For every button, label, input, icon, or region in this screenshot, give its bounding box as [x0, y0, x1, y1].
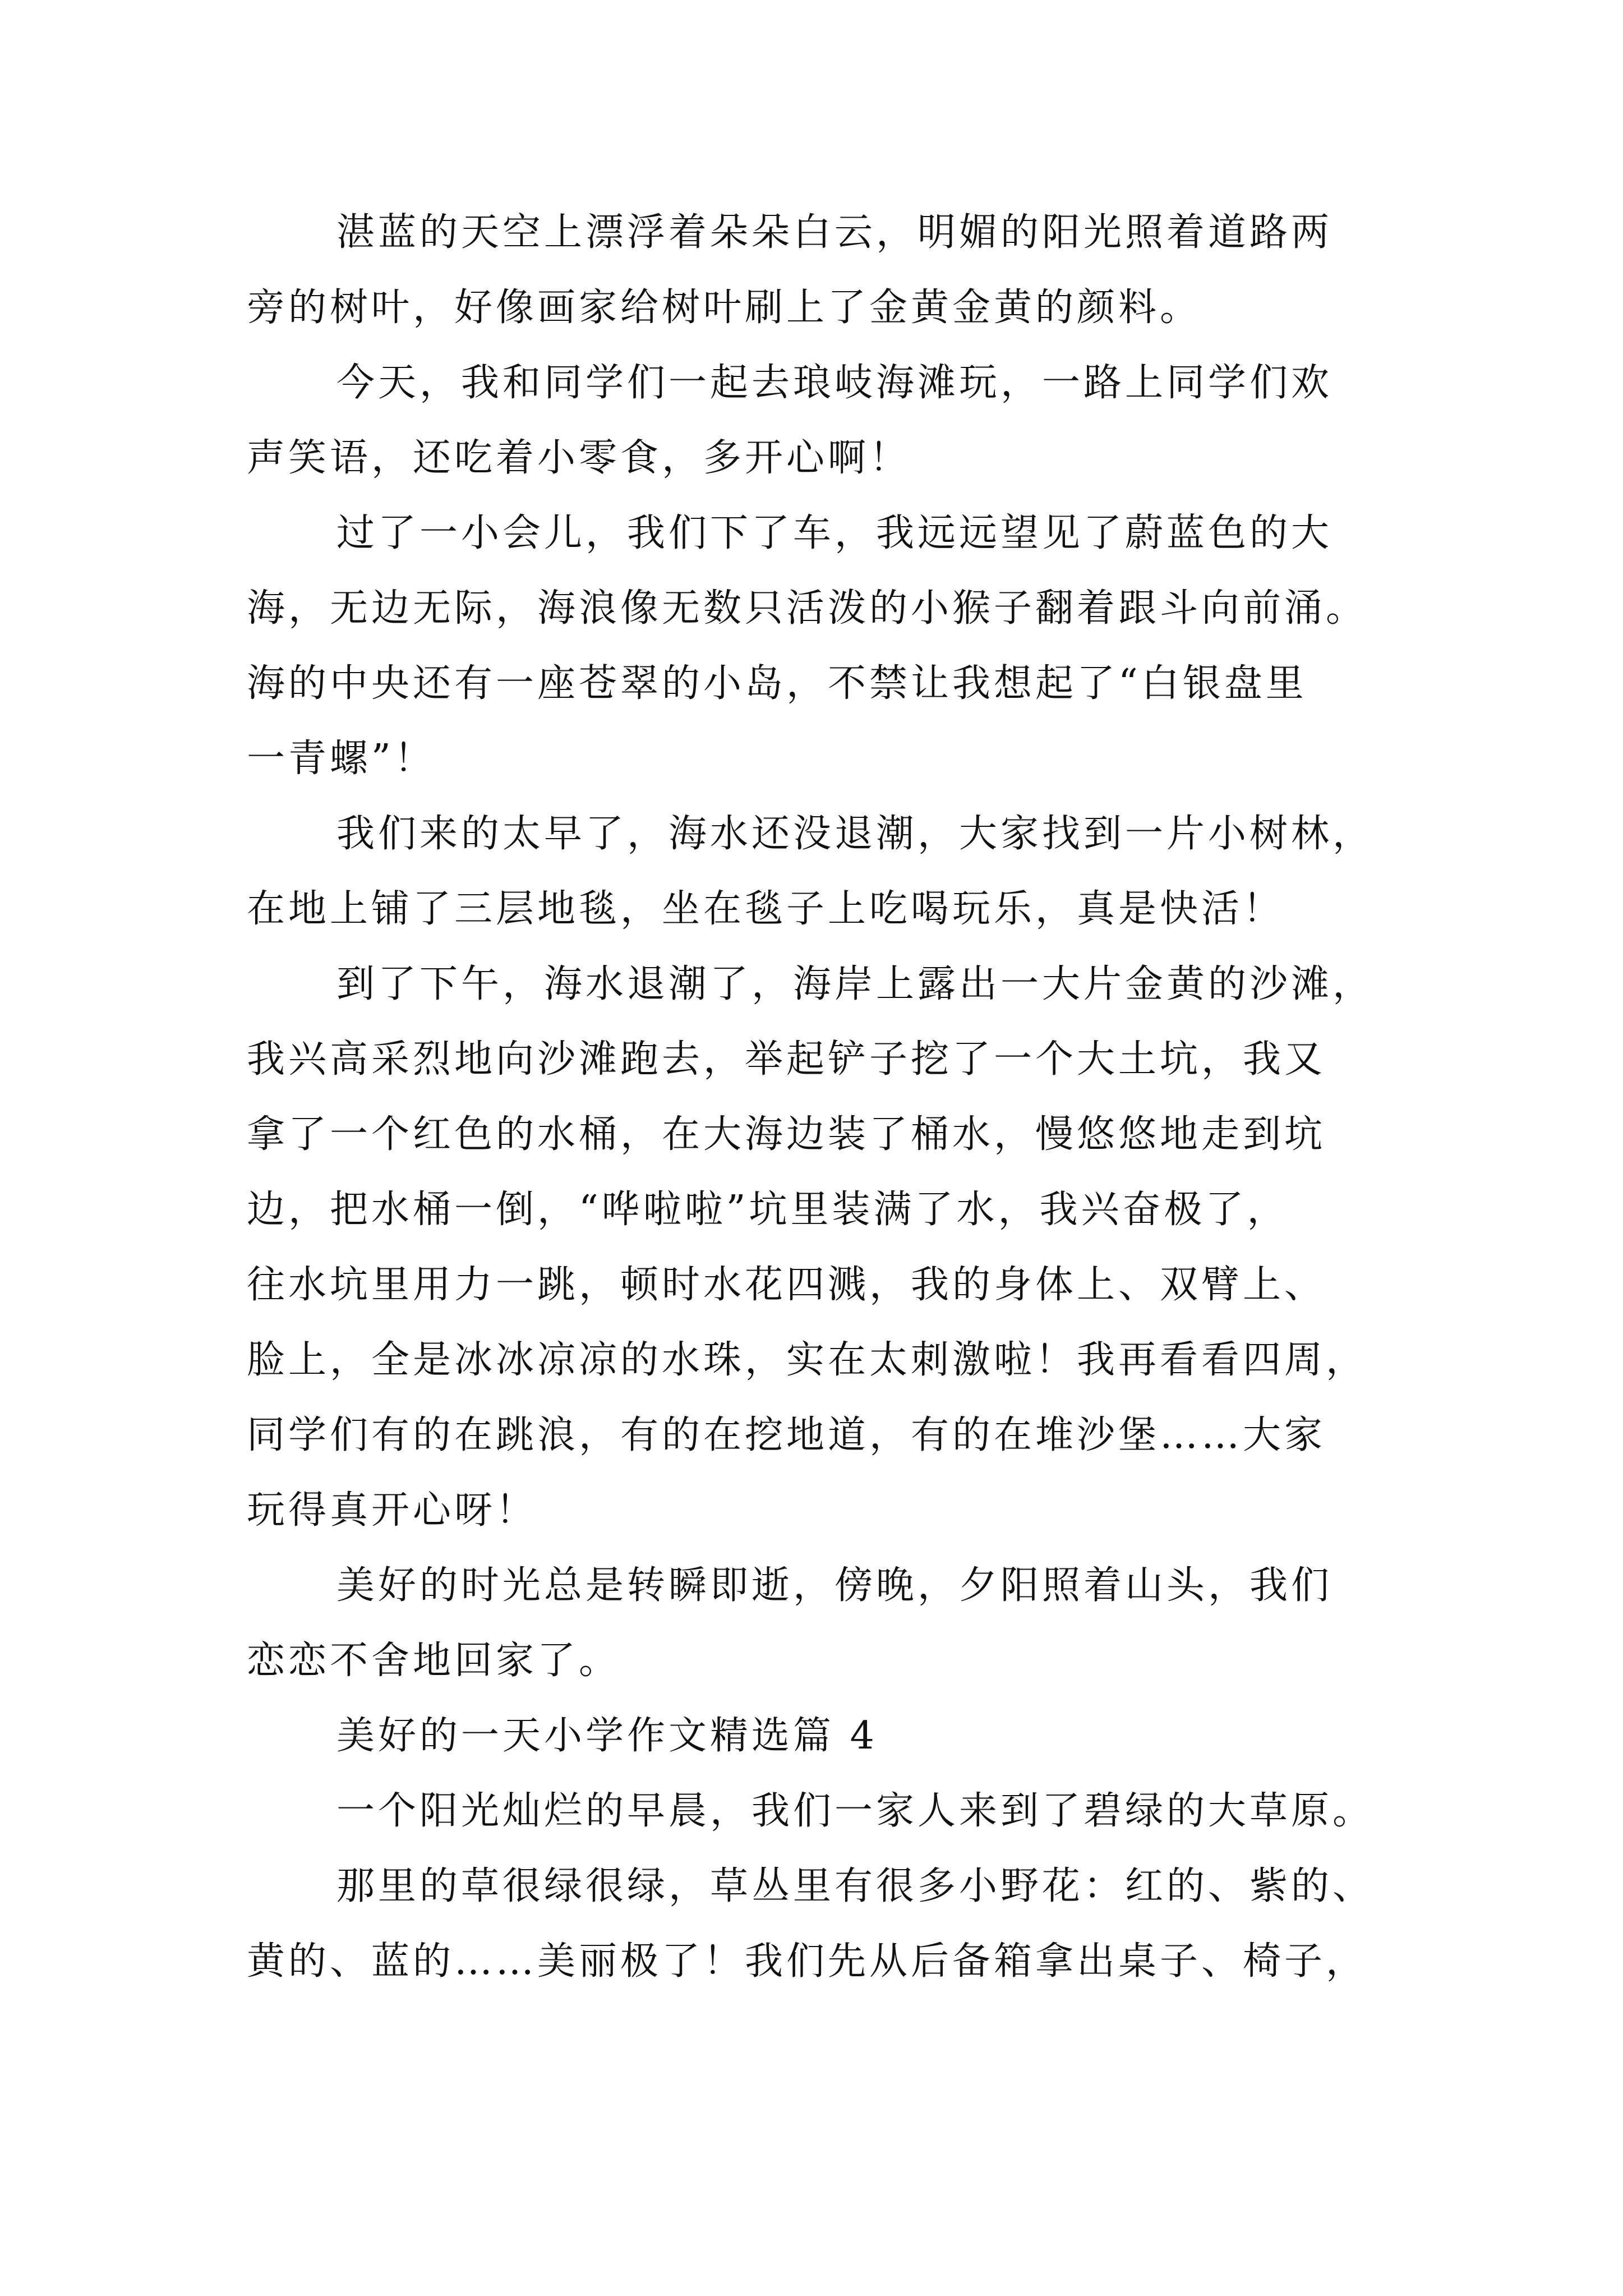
text-line: 同学们有的在跳浪，有的在挖地道，有的在堆沙堡……大家	[247, 1413, 1326, 1457]
text-line: 我兴高采烈地向沙滩跑去，举起铲子挖了一个大土坑，我又	[247, 1037, 1326, 1082]
text-line: 海，无边无际，海浪像无数只活泼的小猴子翻着跟斗向前涌。	[247, 586, 1368, 631]
text-line: 今天，我和同学们一起去琅岐海滩玩，一路上同学们欢	[336, 361, 1333, 405]
section-heading: 美好的一天小学作文精选篇 4	[336, 1714, 878, 1758]
text-line: 黄的、蓝的……美丽极了！我们先从后备箱拿出桌子、椅子，	[247, 1939, 1368, 1984]
text-line: 边，把水桶一倒，“哗啦啦”坑里装满了水，我兴奋极了，	[247, 1188, 1289, 1232]
text-line: 玩得真开心呀！	[247, 1488, 538, 1533]
text-line: 海的中央还有一座苍翠的小岛，不禁让我想起了“白银盘里	[247, 661, 1307, 706]
text-line: 湛蓝的天空上漂浮着朵朵白云，明媚的阳光照着道路两	[336, 210, 1333, 255]
text-line: 我们来的太早了，海水还没退潮，大家找到一片小树林，	[336, 812, 1375, 856]
text-line: 恋恋不舍地回家了。	[247, 1639, 621, 1683]
text-line: 在地上铺了三层地毯，坐在毯子上吃喝玩乐，真是快活！	[247, 887, 1285, 931]
text-line: 脸上，全是冰冰凉凉的水珠，实在太刺激啦！我再看看四周，	[247, 1338, 1368, 1382]
text-line: 那里的草很绿很绿，草丛里有很多小野花：红的、紫的、	[336, 1864, 1375, 1908]
text-line: 拿了一个红色的水桶，在大海边装了桶水，慢悠悠地走到坑	[247, 1112, 1326, 1157]
text-line: 往水坑里用力一跳，顿时水花四溅，我的身体上、双臂上、	[247, 1263, 1326, 1307]
text-line: 过了一小会儿，我们下了车，我远远望见了蔚蓝色的大	[336, 511, 1333, 555]
text-line: 一个阳光灿烂的早晨，我们一家人来到了碧绿的大草原。	[336, 1789, 1375, 1833]
text-line: 旁的树叶，好像画家给树叶刷上了金黄金黄的颜料。	[247, 286, 1202, 330]
text-line: 一青螺”！	[247, 737, 436, 781]
text-line: 美好的时光总是转瞬即逝，傍晚，夕阳照着山头，我们	[336, 1563, 1333, 1608]
text-line: 声笑语，还吃着小零食，多开心啊！	[247, 436, 911, 480]
text-line: 到了下午，海水退潮了，海岸上露出一大片金黄的沙滩，	[336, 962, 1375, 1006]
essay-body	[247, 195, 1396, 1999]
